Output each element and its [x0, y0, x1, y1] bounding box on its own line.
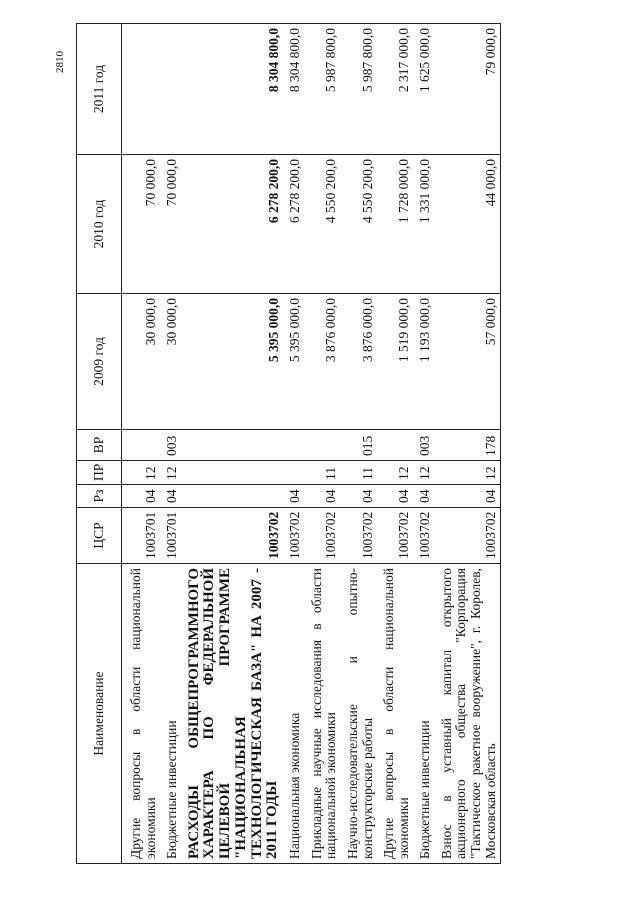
row-pr: 11	[339, 461, 375, 485]
header-rz: Рз	[77, 485, 122, 508]
row-2011: 1 625 000,0	[411, 24, 433, 155]
row-pr: 12	[122, 461, 159, 485]
row-2009: 30 000,0	[122, 294, 159, 430]
row-csr: 1003702	[180, 508, 282, 564]
row-2010: 70 000,0	[122, 155, 159, 294]
row-csr: 1003702	[281, 508, 303, 564]
header-2009: 2009 год	[77, 294, 122, 430]
budget-table	[76, 23, 501, 864]
row-vr	[122, 430, 159, 461]
row-name: Другие вопросы в области национальной экономики	[375, 564, 411, 864]
row-2010: 4 550 200,0	[303, 155, 339, 294]
row-2011: 5 987 800,0	[339, 24, 375, 155]
row-pr: 12	[411, 461, 433, 485]
table-row	[375, 24, 411, 864]
row-name: Прикладные научные исследования в области национальной экономики	[303, 564, 339, 864]
row-rz: 04	[303, 485, 339, 508]
row-2009: 3 876 000,0	[339, 294, 375, 430]
row-rz: 04	[122, 485, 159, 508]
row-rz: 04	[375, 485, 411, 508]
row-rz	[180, 485, 282, 508]
row-vr: 003	[158, 430, 180, 461]
row-pr	[180, 461, 282, 485]
row-pr: 11	[303, 461, 339, 485]
row-2011: 2 317 000,0	[375, 24, 411, 155]
row-2010: 4 550 200,0	[339, 155, 375, 294]
row-pr	[281, 461, 303, 485]
row-2009: 1 519 000,0	[375, 294, 411, 430]
row-csr: 1003702	[375, 508, 411, 564]
row-rz: 04	[411, 485, 433, 508]
row-vr	[303, 430, 339, 461]
header-vr: ВР	[77, 430, 122, 461]
header-pr: ПР	[77, 461, 122, 485]
header-2011: 2011 год	[77, 24, 122, 155]
row-name: Бюджетные инвестиции	[158, 564, 180, 864]
table-row	[303, 24, 339, 864]
row-vr	[375, 430, 411, 461]
table-row	[158, 24, 180, 864]
row-pr: 12	[158, 461, 180, 485]
row-vr: 003	[411, 430, 433, 461]
row-name: Взнос в уставный капитал открытого акционерного общества "Корпорация "Тактическое ракетное вооружение", г. Королев, Московская область	[433, 564, 501, 864]
table-row	[433, 24, 501, 864]
row-2011: 79 000,0	[433, 24, 501, 155]
row-2010: 6 278 200,0	[281, 155, 303, 294]
row-name: Бюджетные инвестиции	[411, 564, 433, 864]
page-number: 2810	[54, 51, 66, 73]
row-csr: 1003702	[411, 508, 433, 564]
row-name: Национальная экономика	[281, 564, 303, 864]
row-csr: 1003702	[303, 508, 339, 564]
row-rz: 04	[158, 485, 180, 508]
row-2009: 1 193 000,0	[411, 294, 433, 430]
table-header-row	[77, 24, 122, 864]
table-row	[411, 24, 433, 864]
row-2011: 5 987 800,0	[303, 24, 339, 155]
row-2010: 1 331 000,0	[411, 155, 433, 294]
table-row	[122, 24, 159, 864]
header-name: Наименование	[77, 564, 122, 864]
row-csr: 1003701	[122, 508, 159, 564]
row-rz: 04	[339, 485, 375, 508]
row-2009: 57 000,0	[433, 294, 501, 430]
table-row	[339, 24, 375, 864]
row-2009: 5 395 000,0	[180, 294, 282, 430]
row-2010: 70 000,0	[158, 155, 180, 294]
row-vr: 178	[433, 430, 501, 461]
row-2011: 8 304 800,0	[180, 24, 282, 155]
row-2011: 8 304 800,0	[281, 24, 303, 155]
row-csr: 1003702	[339, 508, 375, 564]
rotated-page-content	[76, 24, 606, 864]
header-csr: ЦСР	[77, 508, 122, 564]
row-2011	[122, 24, 159, 155]
row-rz: 04	[433, 485, 501, 508]
row-vr: 015	[339, 430, 375, 461]
row-name: РАСХОДЫ ОБЩЕПРОГРАММНОГО ХАРАКТЕРА ПО ФЕДЕРАЛЬНОЙ ЦЕЛЕВОЙ ПРОГРАММЕ "НАЦИОНАЛЬНАЯ ТЕХНОЛОГИЧЕСКАЯ БАЗА" НА 2007 - 2011 ГОДЫ	[180, 564, 282, 864]
header-2010: 2010 год	[77, 155, 122, 294]
row-2011	[158, 24, 180, 155]
row-2009: 30 000,0	[158, 294, 180, 430]
row-rz: 04	[281, 485, 303, 508]
row-name: Научно-исследовательские и опытно-конструкторские работы	[339, 564, 375, 864]
row-name: Другие вопросы в области национальной экономики	[122, 564, 159, 864]
row-csr: 1003701	[158, 508, 180, 564]
row-2010: 44 000,0	[433, 155, 501, 294]
row-vr	[281, 430, 303, 461]
table-row-program-total	[180, 24, 282, 864]
row-2009: 3 876 000,0	[303, 294, 339, 430]
row-2010: 1 728 000,0	[375, 155, 411, 294]
row-2009: 5 395 000,0	[281, 294, 303, 430]
row-pr: 12	[433, 461, 501, 485]
row-vr	[180, 430, 282, 461]
row-csr: 1003702	[433, 508, 501, 564]
row-pr: 12	[375, 461, 411, 485]
row-2010: 6 278 200,0	[180, 155, 282, 294]
table-row	[281, 24, 303, 864]
